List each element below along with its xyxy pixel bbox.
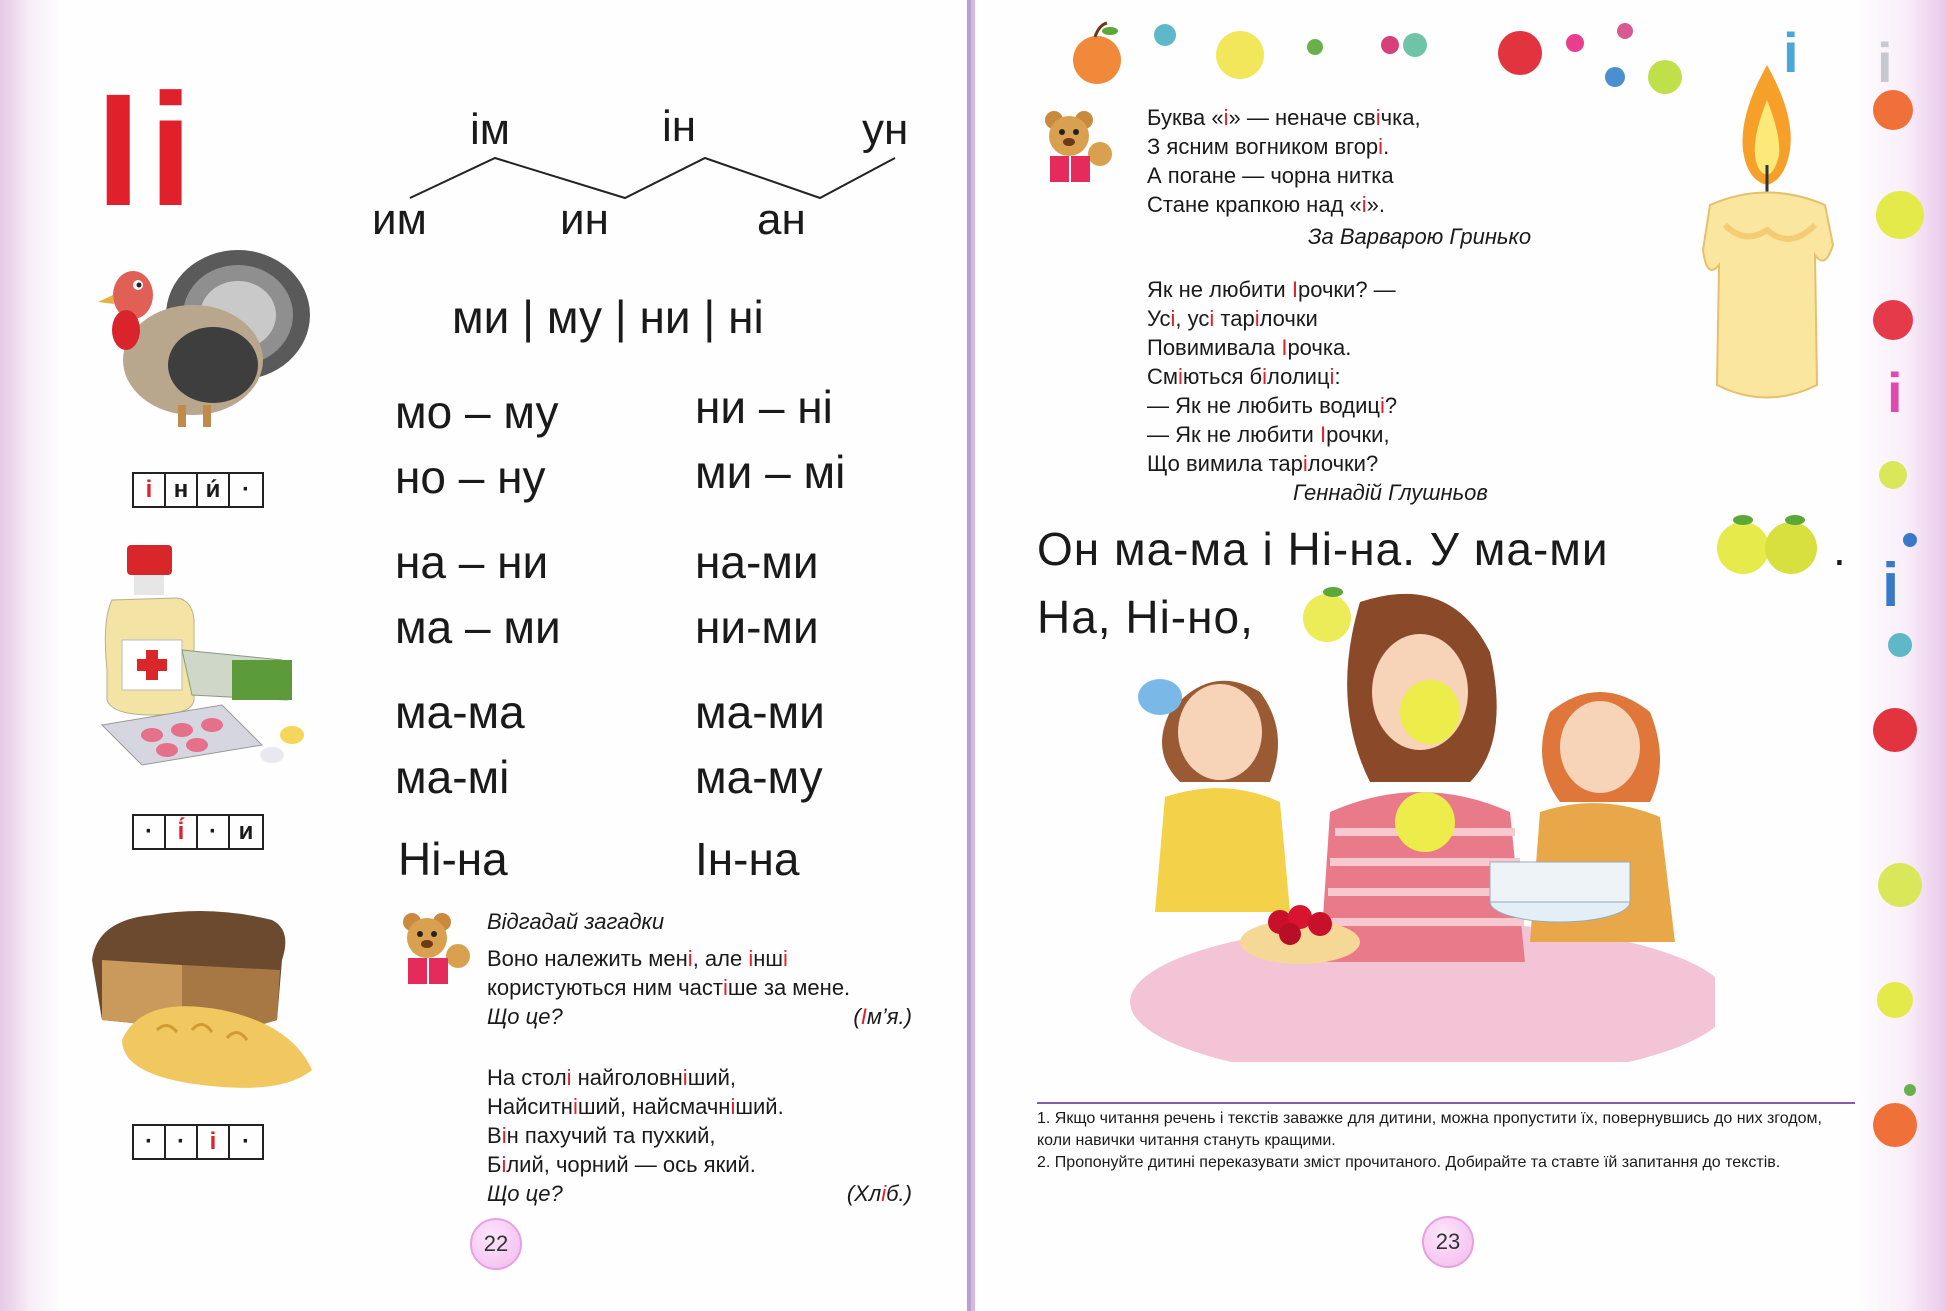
riddle-1-answer: (Ім’я.) <box>853 1004 912 1029</box>
pair-2-5: ма-ми <box>695 686 825 738</box>
scheme-bottom-3: ан <box>757 195 806 244</box>
pair-2-1: ни – ні <box>695 381 833 433</box>
side-decoration <box>1855 40 1945 1260</box>
riddle-1 <box>487 944 912 1031</box>
scheme-bottom-1: им <box>372 195 427 244</box>
riddle-2-question-row <box>487 1179 912 1208</box>
poem-1-line-1: Буква «і» — неначе свічка, <box>1147 105 1421 130</box>
footnote-1: 1. Якщо читання речень і текстів заважке для дитини, можна пропустити їх, повернувшись до них згодом, коли навички читання стануть кращими. <box>1037 1110 1822 1149</box>
pair-2-7: Ін-на <box>695 833 800 885</box>
riddle-2-line-3: Він пахучий та пухкий, <box>487 1123 716 1148</box>
riddle-2-line-4: Білий, чорний — ось який. <box>487 1152 756 1177</box>
mother-and-girls-illustration <box>1130 582 1715 1062</box>
syllable-row: ми | му | ни | ні <box>452 291 764 343</box>
left-page <box>0 0 971 1311</box>
riddle-2 <box>487 1063 912 1208</box>
poem-2-line-2: Усі, усі тарілочки <box>1147 306 1318 331</box>
turkey-illustration <box>88 240 318 430</box>
bread-illustration <box>82 900 322 1100</box>
bear-reading-icon <box>1040 108 1116 186</box>
riddle-1-line-1: Воно належить мені, але інші <box>487 946 788 971</box>
poem-2-line-6: — Як не любити Ірочки, <box>1147 422 1390 447</box>
pair-1-3: на – ни <box>395 536 549 588</box>
poem-2-line-5: — Як не любить водиці? <box>1147 393 1398 418</box>
poem-1-author: За Варварою Гринько <box>1308 224 1532 249</box>
pair-1-4: ма – ми <box>395 601 561 653</box>
sound-cell: н <box>166 474 198 506</box>
sound-scheme-2 <box>132 814 264 850</box>
sound-cell: · <box>134 816 166 848</box>
pair-2-6: ма-му <box>695 751 823 803</box>
side-letter-2: і <box>1877 31 1893 94</box>
riddle-1-line-2: користуються ним частіше за мене. <box>487 975 851 1000</box>
medicine-illustration <box>82 540 327 770</box>
riddle-2-line-1: На столі найголовніший, <box>487 1065 737 1090</box>
side-letter-4: і <box>1882 551 1900 620</box>
reading-line-1: Он ма-ма і Ні-на. У ма-ми <box>1037 523 1609 575</box>
riddle-1-question-row <box>487 1002 912 1031</box>
sound-cell: · <box>198 816 230 848</box>
sound-cell: і <box>198 1126 230 1158</box>
poem-2 <box>1147 275 1397 478</box>
poem-1-line-3: А погане — чорна нитка <box>1147 163 1394 188</box>
sound-cell: · <box>242 1128 250 1155</box>
riddle-1-question: Що це? <box>487 1004 563 1029</box>
riddles-title: Відгадай загадки <box>487 909 665 934</box>
sound-cell: і́ <box>166 816 198 848</box>
sound-cell: и́ <box>198 474 230 506</box>
poem-2-line-1: Як не любити Ірочки? — <box>1147 277 1396 302</box>
poem-2-line-7: Що вимила тарілочки? <box>1147 451 1379 476</box>
scheme-top-1: ім <box>470 105 511 154</box>
reading-line-2: На, Ні-но, <box>1037 591 1254 643</box>
pair-1-5: ма-ма <box>395 686 525 738</box>
footnote-divider <box>1037 1102 1855 1104</box>
bear-reading-icon <box>398 910 474 988</box>
poem-1 <box>1147 103 1421 219</box>
poem-2-author: Геннадій Глушньов <box>1293 480 1488 505</box>
page-number-right: 23 <box>1422 1216 1474 1268</box>
sound-scheme-1 <box>132 472 264 508</box>
sound-scheme-3 <box>132 1124 264 1160</box>
page-number-left: 22 <box>470 1218 522 1270</box>
riddle-2-answer: (Хліб.) <box>846 1181 912 1206</box>
candle-illustration <box>1685 55 1850 425</box>
poem-2-line-4: Сміються білолиці: <box>1147 364 1341 389</box>
two-apples-icon <box>1713 508 1823 578</box>
sound-cell: · <box>242 476 250 503</box>
pair-1-7: Ні-на <box>398 833 508 885</box>
pair-1-6: ма-мі <box>395 751 510 803</box>
reading-line-1-end: . <box>1833 523 1847 575</box>
scheme-top-2: ін <box>662 102 697 151</box>
side-letter-1: і <box>1783 21 1799 84</box>
scheme-bottom-2: ин <box>560 195 609 244</box>
side-letter-3: і <box>1887 361 1903 424</box>
sound-cell: · <box>166 1126 198 1158</box>
sound-cell: і <box>134 474 166 506</box>
sound-cell: и <box>238 818 254 845</box>
pair-2-3: на-ми <box>695 536 819 588</box>
big-letter: Іі <box>96 60 201 239</box>
poem-1-line-2: З ясним вогником вгорі. <box>1147 134 1390 159</box>
poem-2-line-3: Повимивала Ірочка. <box>1147 335 1352 360</box>
riddle-2-line-2: Найситніший, найсмачніший. <box>487 1094 784 1119</box>
scheme-top-3: ун <box>862 105 909 154</box>
pair-1-2: но – ну <box>395 451 546 503</box>
pair-2-2: ми – мі <box>695 446 846 498</box>
pair-2-4: ни-ми <box>695 601 819 653</box>
right-page <box>975 0 1946 1311</box>
footnote-2: 2. Пропонуйте дитині переказувати зміст прочитаного. Добирайте та ставте їй запитання до текстів. <box>1037 1154 1781 1171</box>
poem-1-line-4: Стане крапкою над «і». <box>1147 192 1385 217</box>
sound-cell: · <box>134 1126 166 1158</box>
pair-1-1: мо – му <box>395 386 559 438</box>
riddle-2-question: Що це? <box>487 1181 563 1206</box>
